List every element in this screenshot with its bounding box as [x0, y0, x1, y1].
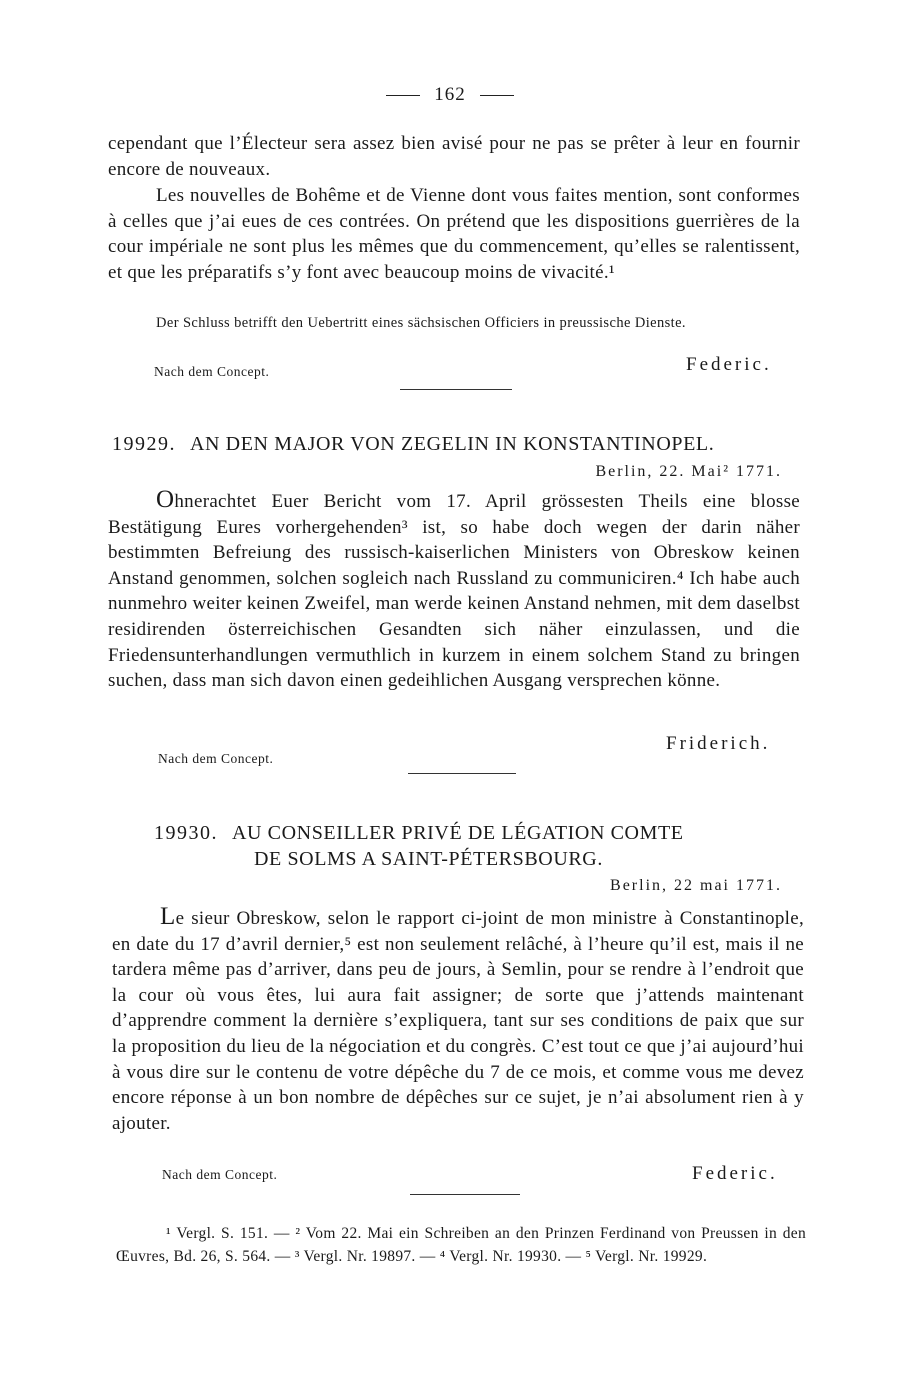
- letter-addressee: AN DEN MAJOR VON ZEGELIN IN KONSTANTINOPEL.: [190, 433, 715, 455]
- letter-heading: [112, 431, 802, 457]
- letter-dateline: Berlin, 22. Mai² 1771.: [595, 463, 782, 480]
- page-number: 162: [434, 84, 466, 105]
- signature: Federic.: [692, 1163, 778, 1184]
- letter-heading: [154, 820, 804, 872]
- continuation-paragraph: cependant que l’Électeur sera assez bien avisé pour ne pas se prêter à leur en fournir encore de nouveaux.: [108, 133, 800, 180]
- header-dash-right: [480, 95, 514, 96]
- section-divider: [400, 389, 512, 390]
- letter-number: 19930.: [154, 822, 218, 844]
- letter-body: Le sieur Obreskow, selon le rapport ci-joint de mon ministre à Constantinople, en date du 17 d’avril dernier,⁵ est non seulement relâché, à l’heure qu’il est, mais il ne tardera même pas d’arriver, dans peu de jours, à Semlin, pour se rendre à l’endroit que la cour où vous êtes, lui aura fait assigner; de sorte que j’attends maintenant d’apprendre comment la dernière s’expliquera, tant sur ses conditions de paix que sur la proposition du lieu de la négociation et du congrès. C’est tout ce que j’ai aujourd’hui à vous dire sur le contenu de votre dépêche du 7 de ce mois, et comme vous me devez encore réponse à un bon nombre de dépêches sur ce sujet, je n’ai absolument rien à y ajouter.: [112, 903, 804, 1134]
- letter-number: 19929.: [112, 433, 176, 455]
- letter-dateline: Berlin, 22 mai 1771.: [610, 877, 782, 894]
- letter-addressee-line2: DE SOLMS A SAINT-PÉTERSBOURG.: [254, 848, 603, 870]
- footnotes: ¹ Vergl. S. 151. — ² Vom 22. Mai ein Schreiben an den Prinzen Ferdinand von Preussen in den Œuvres, Bd. 26, S. 564. — ³ Vergl. Nr. 19897. — ⁴ Vergl. Nr. 19930. — ⁵ Vergl. Nr. 19929.: [116, 1225, 806, 1265]
- previous-letter-paragraph: Les nouvelles de Bohême et de Vienne dont vous faites mention, sont conformes à celles que j’ai eues de ces contrées. On prétend que les dispositions guerrières de la cour impériale ne sont plus les mêmes que du commencement, qu’elles se ralentissent, et que les préparatifs s’y font avec beaucoup moins de vivacité.¹: [108, 185, 800, 283]
- source-note: Nach dem Concept.: [158, 751, 274, 766]
- page-number-header: [0, 84, 900, 106]
- source-note: Nach dem Concept.: [154, 364, 270, 379]
- footnote-divider: [410, 1194, 520, 1195]
- source-note: Nach dem Concept.: [162, 1167, 278, 1182]
- letter-addressee: AU CONSEILLER PRIVÉ DE LÉGATION COMTE: [232, 822, 684, 844]
- editor-note: Der Schluss betrifft den Uebertritt eines sächsischen Officiers in preussische Dienste.: [156, 315, 686, 331]
- signature: Federic.: [686, 354, 772, 375]
- letter-body: Ohnerachtet Euer Bericht vom 17. April grössesten Theils eine blosse Bestätigung Eures vorhergehenden³ ist, so habe doch wegen der darin näher bestimmten Befreiung des russisch-kaiserlichen Ministers von Obreskow keinen Anstand genommen, solchen sogleich nach Russland zu communiciren.⁴ Ich habe auch nunmehro weiter keinen Zweifel, man werde keinen Anstand nehmen, mit dem daselbst residirenden österreichischen Gesandten sich näher einzulassen, und die Friedensunterhandlungen vermuthlich in kurzem in einem solchem Stand zu bringen suchen, dass man sich davon einen gedeihlichen Ausgang versprechen könne.: [108, 486, 800, 692]
- signature: Friderich.: [666, 733, 771, 754]
- header-dash-left: [386, 95, 420, 96]
- section-divider: [408, 773, 516, 774]
